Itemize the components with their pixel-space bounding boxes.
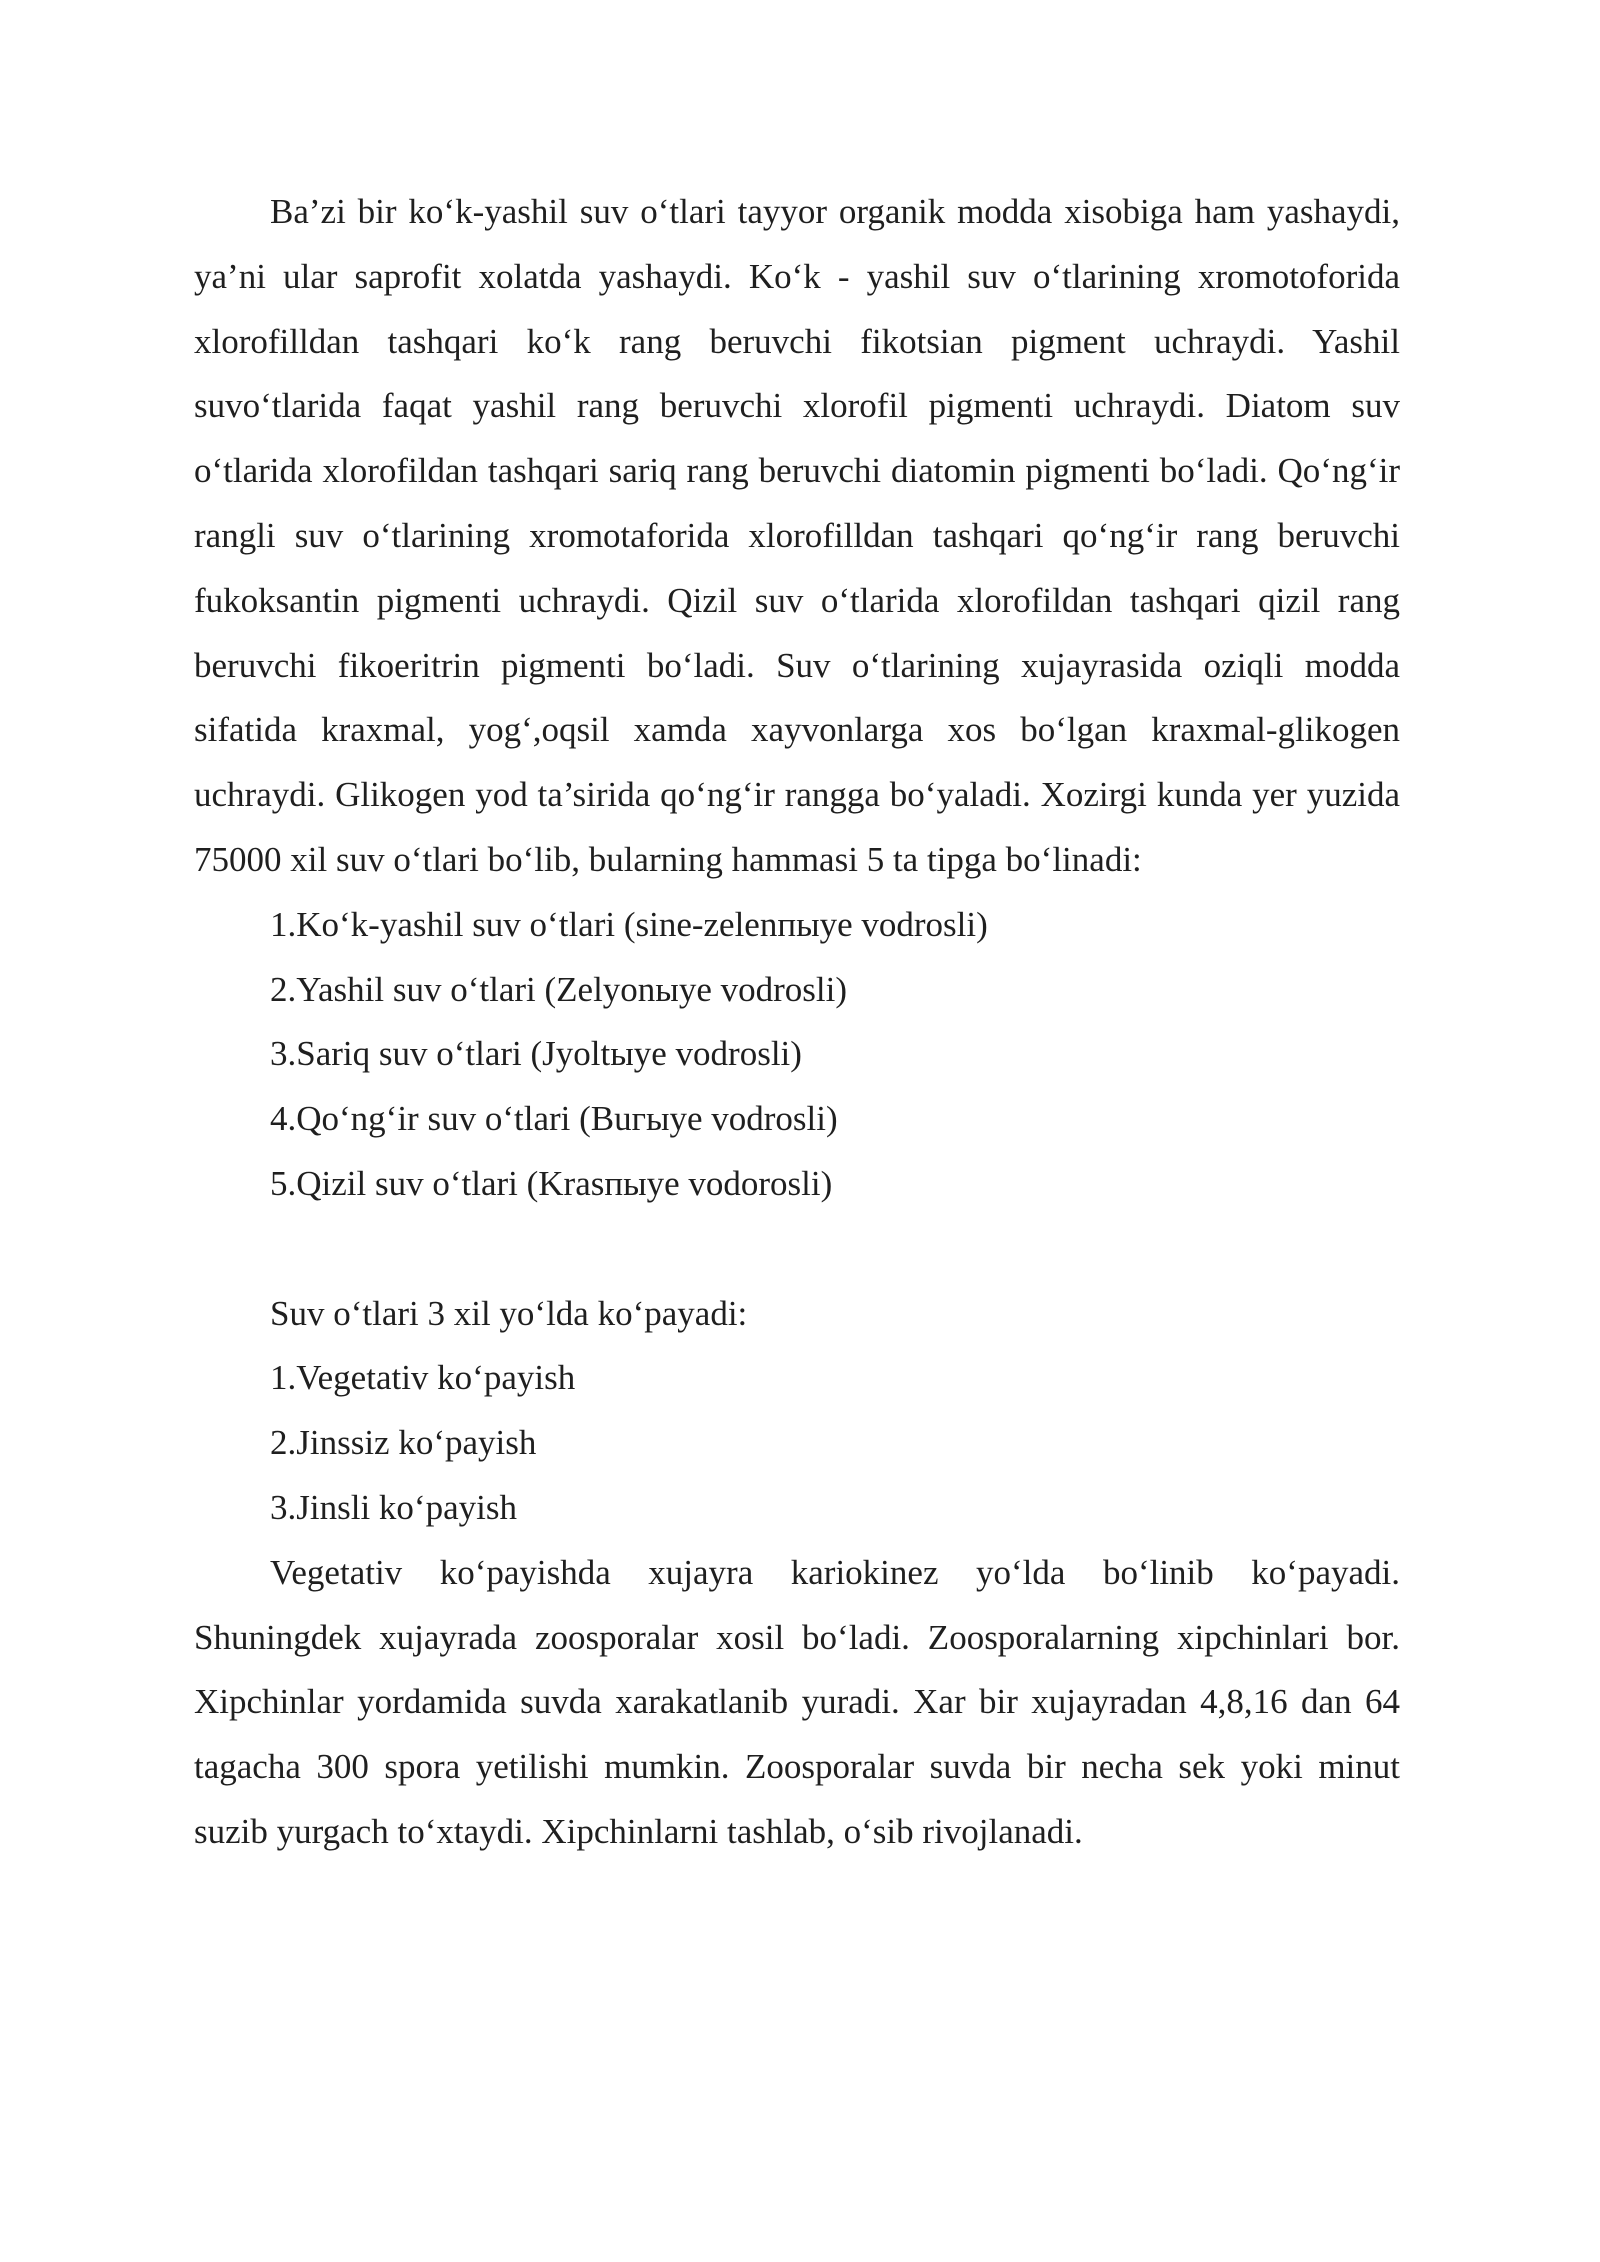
reproduction-intro: Suv o‘tlari 3 xil yo‘lda ko‘payadi:	[270, 1293, 748, 1333]
reproduction-list	[194, 1346, 1400, 1540]
algae-types-list	[194, 893, 1400, 1217]
blank-line	[194, 1217, 1400, 1282]
list-item: 3.Sariq suv o‘tlari (Jyoltыye vodrosli)	[270, 1034, 802, 1074]
body-paragraph: Vegetativ ko‘payishda xujayra kariokinez yo‘lda bo‘linib ko‘payadi. Shuningdek xujayrada zoosporalar xosil bo‘ladi. Zoosporalarning xipchinlari bor. Xipchinlar yordamida suvda xarakatlanib yuradi. Xar bir xujayradan 4,8,16 dan 64 tagacha 300 spora yetilishi mumkin. Zoosporalar suvda bir necha sek yoki minut suzib yurgach to‘xtaydi. Xipchinlarni tashlab, o‘sib rivojlanadi.	[194, 1552, 1400, 1851]
list-item: 5.Qizil suv o‘tlari (Krasпыye vodorosli)	[270, 1163, 833, 1203]
list-item: 2.Yashil suv o‘tlari (Zelyonыye vodrosli)	[270, 969, 847, 1009]
list-item: 3.Jinsli ko‘payish	[270, 1487, 517, 1527]
list-item: 1.Vegetativ ko‘payish	[270, 1358, 576, 1398]
list-item: 2.Jinssiz ko‘payish	[270, 1423, 537, 1463]
list-item: 4.Qo‘ng‘ir suv o‘tlari (Buгыye vodrosli)	[270, 1099, 838, 1139]
document-body	[194, 180, 1400, 1865]
list-item: 1.Ko‘k-yashil suv o‘tlari (sine-zelenпыye vodrosli)	[270, 904, 988, 944]
body-paragraph: Ba’zi bir ko‘k-yashil suv o‘tlari tayyor organik modda xisobiga ham yashaydi, ya’ni ular saprofit xolatda yashaydi. Ko‘k - yashil suv o‘tlarining xromotoforida xlorofilldan tashqari ko‘k rang beruvchi fikotsian pigment uchraydi. Yashil suvo‘tlarida faqat yashil rang beruvchi xlorofil pigmenti uchraydi. Diatom suv o‘tlarida xlorofildan tashqari sariq rang beruvchi diatomin pigmenti bo‘ladi. Qo‘ng‘ir rangli suv o‘tlarining xromotaforida xlorofilldan tashqari qo‘ng‘ir rang beruvchi fukoksantin pigmenti uchraydi. Qizil suv o‘tlarida xlorofildan tashqari qizil rang beruvchi fikoeritrin pigmenti bo‘ladi. Suv o‘tlarining xujayrasida oziqli modda sifatida kraxmal, yog‘,oqsil xamda xayvonlarga xos bo‘lgan kraxmal-glikogen uchraydi. Glikogen yod ta’sirida qo‘ng‘ir rangga bo‘yaladi. Xozirgi kunda yer yuzida 75000 xil suv o‘tlari bo‘lib, bularning hammasi 5 ta tipga bo‘linadi:	[194, 192, 1400, 879]
